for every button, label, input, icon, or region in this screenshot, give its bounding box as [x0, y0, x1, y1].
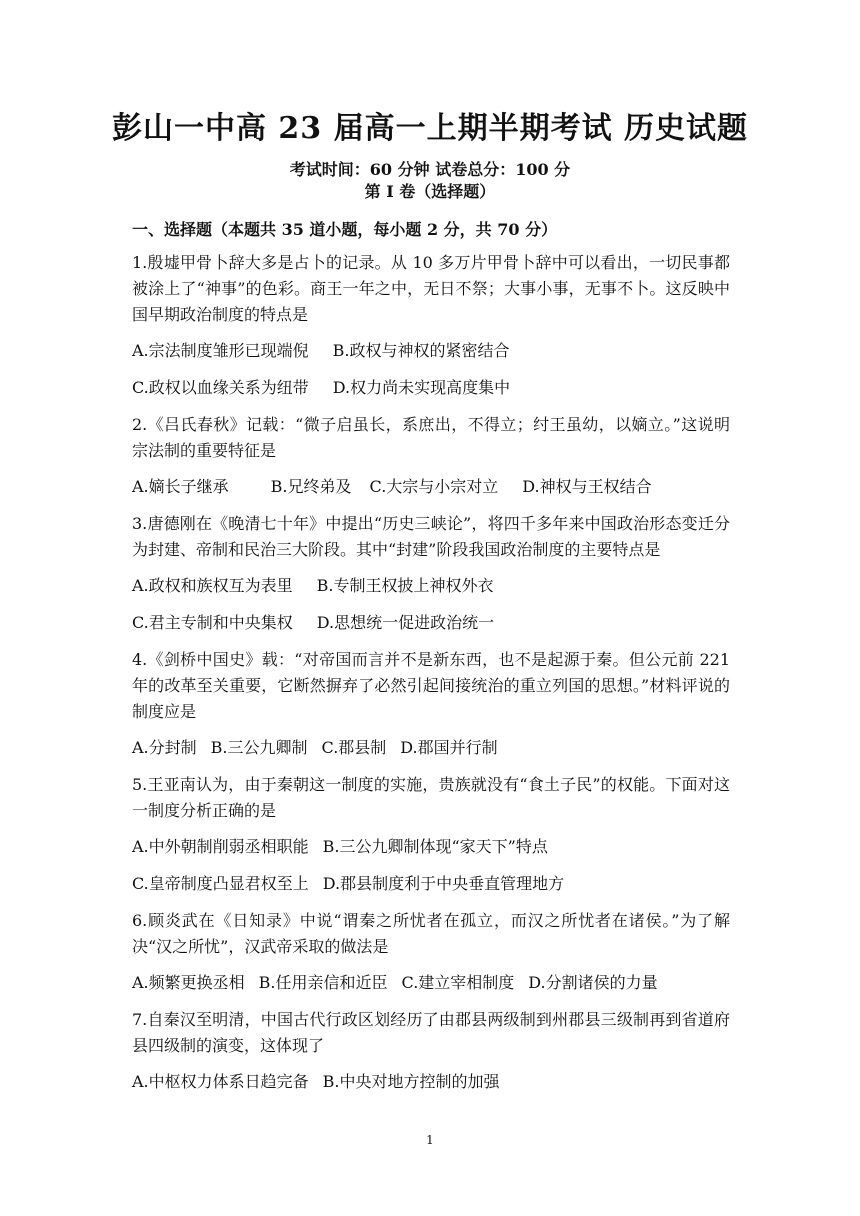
section-heading: 一、选择题（本题共 35 道小题，每小题 2 分，共 70 分）	[132, 220, 558, 239]
option-b: B.专制王权披上神权外衣	[316, 576, 494, 595]
option-row	[132, 735, 730, 761]
option-d: D.分割诸侯的力量	[528, 973, 658, 992]
exam-info: 考试时间：60 分钟 试卷总分：100 分	[289, 160, 571, 179]
option-row	[132, 834, 730, 860]
option-b: B.兄终弟及	[270, 477, 352, 496]
option-c: C.政权以血缘关系为纽带	[132, 378, 309, 397]
option-b: B.任用亲信和近臣	[258, 973, 388, 992]
option-row	[132, 1069, 730, 1095]
option-a: A.中枢权力体系日趋完备	[132, 1072, 309, 1091]
question-stem: 2.《吕氏春秋》记载：“微子启虽长，系庶出，不得立；纣王虽幼，以嫡立。”这说明宗法制的重要特征是	[132, 415, 730, 460]
option-a: A.宗法制度雏形已现端倪	[132, 341, 309, 360]
option-d: D.神权与王权结合	[522, 477, 652, 496]
option-a: A.频繁更换丞相	[132, 973, 245, 992]
option-c: C.君主专制和中央集权	[132, 613, 293, 632]
option-row	[132, 871, 730, 897]
option-d: D.权力尚未实现高度集中	[332, 378, 511, 397]
option-b: B.三公九卿制	[210, 738, 308, 757]
question-stem: 4.《剑桥中国史》载：“对帝国而言并不是新东西，也不是起源于秦。但公元前 221 年的改革至关重要，它断然摒弃了必然引起间接统治的重立列国的思想。”材料评说的制度应是	[132, 650, 730, 721]
option-row	[132, 610, 730, 636]
question-stem: 7.自秦汉至明清，中国古代行政区划经历了由郡县两级制到州郡县三级制再到省道府县四级制的演变，这体现了	[132, 1010, 730, 1055]
option-b: B.中央对地方控制的加强	[322, 1072, 500, 1091]
option-b: B.政权与神权的紧密结合	[332, 341, 510, 360]
option-a: A.分封制	[132, 738, 197, 757]
question-stem: 6.顾炎武在《日知录》中说“谓秦之所忧者在孤立，而汉之所忧者在诸侯。”为了解决“汉之所忧”，汉武帝采取的做法是	[132, 911, 730, 956]
option-a: A.政权和族权互为表里	[132, 576, 293, 595]
option-a: A.嫡长子继承	[132, 477, 229, 496]
question-list	[132, 250, 730, 1106]
option-c: C.郡县制	[321, 738, 387, 757]
question-stem: 3.唐德刚在《晚清七十年》中提出“历史三峡论”，将四千多年来中国政治形态变迁分为封建、帝制和民治三大阶段。其中“封建”阶段我国政治制度的主要特点是	[132, 514, 730, 559]
option-c: C.建立宰相制度	[401, 973, 515, 992]
option-row	[132, 338, 730, 364]
page-number: 1	[426, 1133, 434, 1147]
option-d: D.郡国并行制	[400, 738, 498, 757]
page-title: 彭山一中高 23 届高一上期半期考试 历史试题	[111, 111, 749, 146]
question-stem: 5.王亚南认为，由于秦朝这一制度的实施，贵族就没有“食土子民”的权能。下面对这一制度分析正确的是	[132, 775, 730, 820]
option-row	[132, 375, 730, 401]
option-row	[132, 474, 730, 500]
option-a: A.中外朝制削弱丞相职能	[132, 837, 309, 856]
option-b: B.三公九卿制体现“家天下”特点	[322, 837, 548, 856]
option-row	[132, 970, 730, 996]
volume-label: 第 I 卷（选择题）	[364, 182, 496, 201]
option-d: D.思想统一促进政治统一	[316, 613, 495, 632]
option-d: D.郡县制度利于中央垂直管理地方	[322, 874, 565, 893]
option-c: C.皇帝制度凸显君权至上	[132, 874, 309, 893]
question-stem: 1.殷墟甲骨卜辞大多是占卜的记录。从 10 多万片甲骨卜辞中可以看出，一切民事都被涂上了“神事”的色彩。商王一年之中，无日不祭；大事小事，无事不卜。这反映中国早期政治制度的特点是	[132, 253, 730, 324]
option-c: C.大宗与小宗对立	[369, 477, 499, 496]
option-row	[132, 573, 730, 599]
